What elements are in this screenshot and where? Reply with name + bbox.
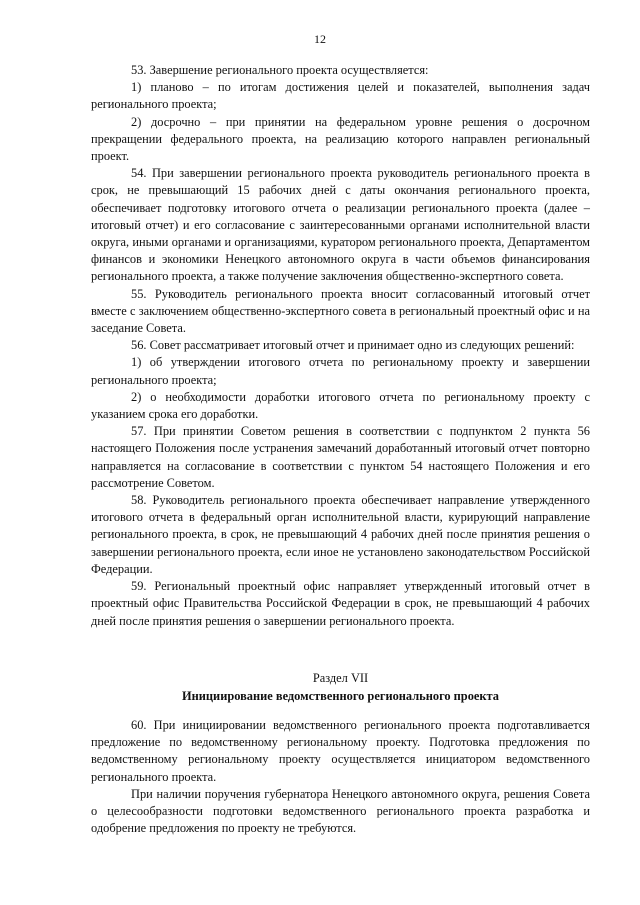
paragraph-56-item-2: 2) о необходимости доработки итогового отчета по региональному проекту с указанием срока его доработки.	[91, 389, 590, 422]
section-number: Раздел VII	[312, 671, 369, 685]
paragraph-53-item-2: 2) досрочно – при принятии на федеральном уровне решения о досрочном прекращении федерального проекта, на реализацию которого направлен региональный проект.	[91, 114, 590, 164]
paragraph-60-continued: При наличии поручения губернатора Ненецкого автономного округа, решения Совета о целесообразности подготовки ведомственного регионального проекта разработка и одобрение предложения по проекту не требуются.	[91, 786, 590, 836]
paragraph-57: 57. При принятии Советом решения в соответствии с подпунктом 2 пункта 56 настоящего Положения после устранения замечаний доработанный итоговый отчет повторно направляется на согласование в соответствии с пунктом 54 настоящего Положения и его рассмотрение Советом.	[91, 424, 590, 490]
paragraph-60: 60. При инициировании ведомственного регионального проекта подготавливается предложение по ведомственному региональному проекту. Подготовка предложения по ведомственному региональному проекту осуществляется инициатором ведомственного регионального проекта.	[91, 718, 590, 784]
paragraph-53: 53. Завершение регионального проекта осуществляется:	[131, 63, 429, 77]
body-text	[91, 62, 590, 630]
paragraph-54: 54. При завершении регионального проекта руководитель регионального проекта в срок, не превышающий 15 рабочих дней с даты окончания регионального проекта, обеспечивает подготовку итогового отчета о реализации регионального проекта (далее – итоговый отчет) и его согласование с заинтересованными органами исполнительной власти округа, иными органами и организациями, куратором регионального проекта, Департаментом финансов и экономики Ненецкого автономного округа в части объемов финансирования регионального проекта, а также получение заключения общественно-экспертного совета.	[91, 166, 590, 284]
paragraph-55: 55. Руководитель регионального проекта вносит согласованный итоговый отчет вместе с заключением общественно-экспертного совета в региональный проектный офис и на заседание Совета.	[91, 286, 590, 336]
page-number: 12	[314, 32, 326, 46]
paragraph-58: 58. Руководитель регионального проекта обеспечивает направление утвержденного итогового отчета в федеральный орган исполнительной власти, курирующий направление регионального проекта, в срок, не превышающий 4 рабочих дней после принятия решения о завершении регионального проекта, если иное не установлено законодательством Российской Федерации.	[91, 493, 590, 576]
paragraph-56-item-1: 1) об утверждении итогового отчета по региональному проекту и завершении регионального проекта;	[91, 355, 590, 387]
paragraph-53-item-1: 1) планово – по итогам достижения целей и показателей, выполнения задач регионального проекта;	[91, 80, 590, 112]
paragraph-59: 59. Региональный проектный офис направляет утвержденный итоговый отчет в проектный офис Правительства Российской Федерации в срок, не превышающий 4 рабочих дней после принятия решения о завершении регионального проекта.	[91, 579, 590, 628]
paragraph-56: 56. Совет рассматривает итоговый отчет и принимает одно из следующих решений:	[131, 338, 575, 353]
body-text-section-vii	[91, 717, 590, 837]
section-title: Инициирование ведомственного регионального проекта	[182, 689, 499, 703]
